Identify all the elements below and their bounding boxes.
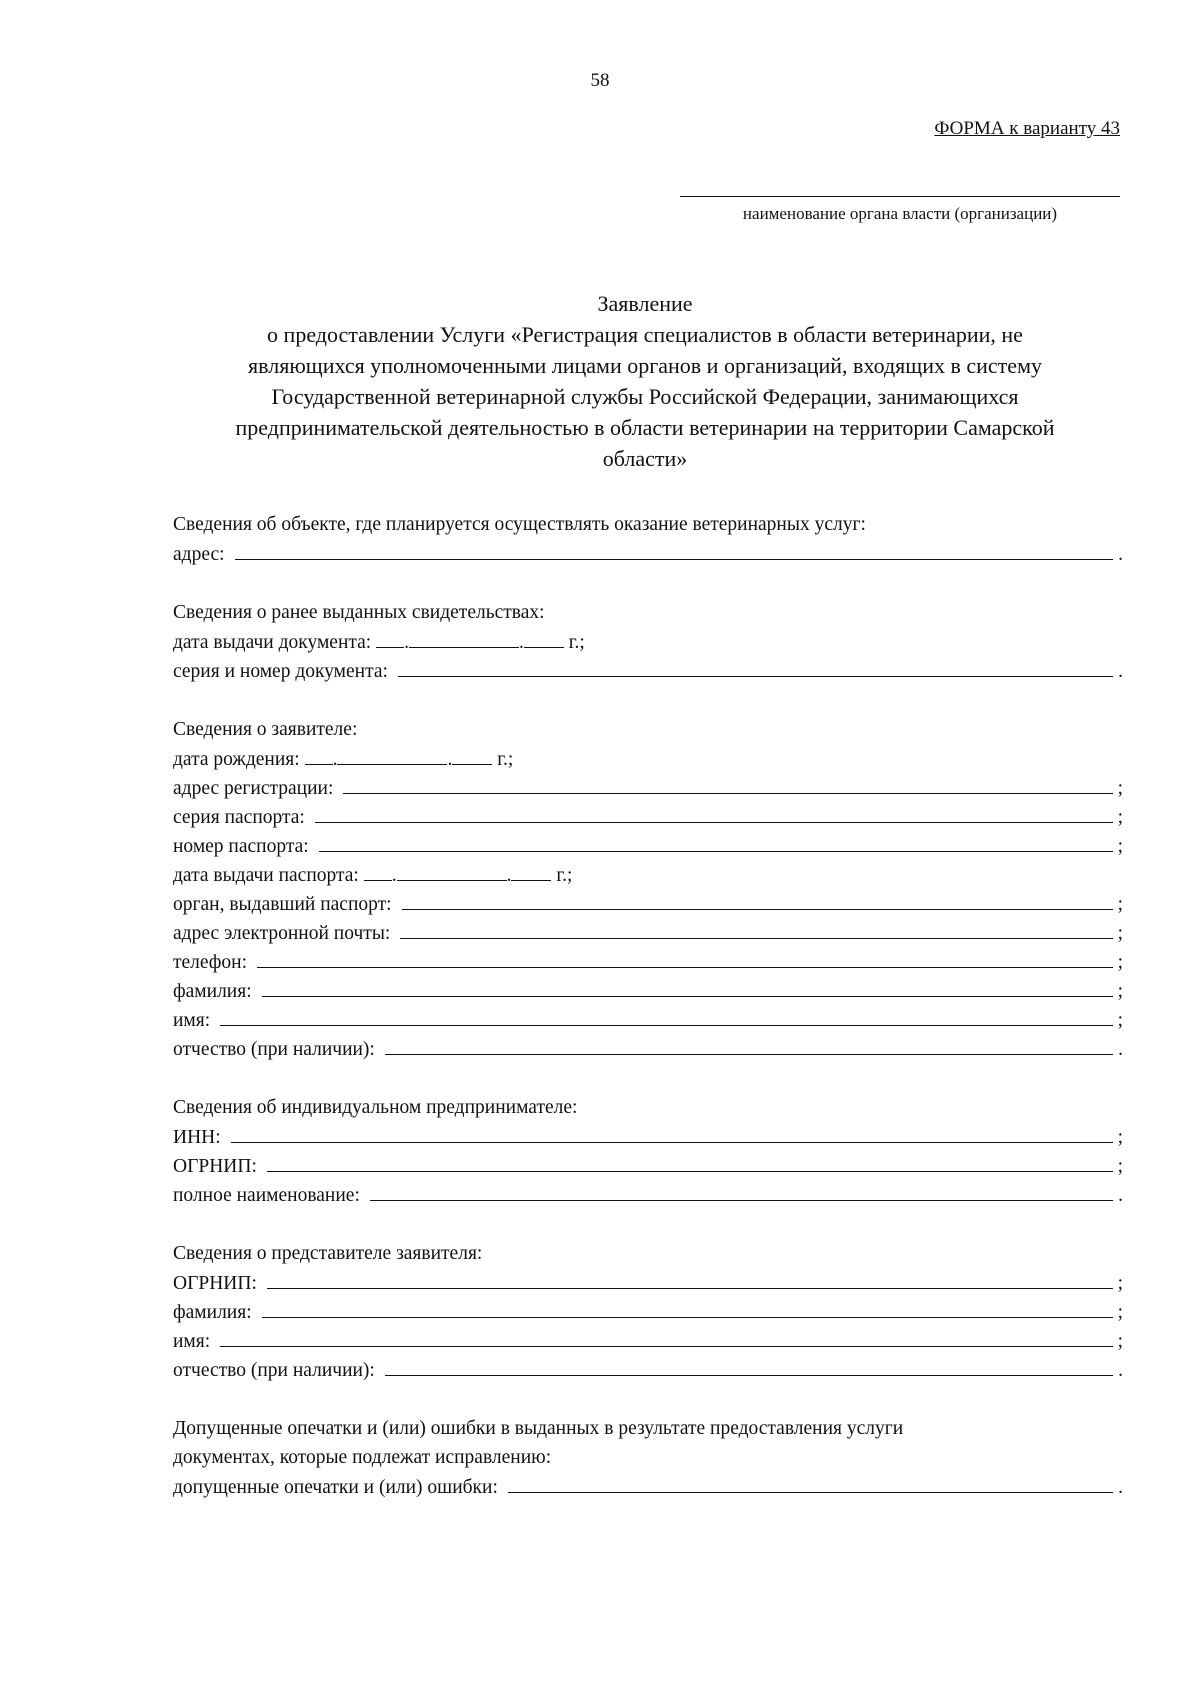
- passport-issue-date-row: [173, 860, 1123, 889]
- punctuation: .: [1118, 661, 1123, 682]
- date-separator: .: [332, 749, 338, 770]
- title-line: являющихся уполномоченными лицами органов и организаций, входящих в систему: [248, 353, 1042, 378]
- field-label: дата рождения:: [173, 749, 300, 770]
- phone-row: [173, 947, 1123, 976]
- surname-field[interactable]: [262, 976, 1113, 997]
- date-separator: .: [391, 865, 397, 886]
- month-field[interactable]: [409, 627, 519, 648]
- reg-address-row: [173, 773, 1123, 802]
- rep-surname-field[interactable]: [262, 1297, 1113, 1318]
- field-label: орган, выдавший паспорт:: [173, 894, 392, 915]
- reg-address-field[interactable]: [343, 773, 1113, 794]
- applicant-section: [173, 715, 1123, 1063]
- title-line: предпринимательской деятельностью в области ветеринарии на территории Самарской: [235, 415, 1055, 440]
- punctuation: ;: [1117, 894, 1123, 915]
- field-label: адрес:: [173, 544, 225, 565]
- page-number: 58: [590, 70, 610, 91]
- rep-patronymic-row: [173, 1355, 1123, 1384]
- month-field[interactable]: [397, 860, 507, 881]
- passport-series-field[interactable]: [315, 802, 1113, 823]
- authority-caption: наименование органа власти (организации): [742, 204, 1058, 223]
- entrepreneur-section: [173, 1093, 1123, 1209]
- name-row: [173, 1005, 1123, 1034]
- patronymic-row: [173, 1034, 1123, 1063]
- object-info-section: [173, 510, 1123, 568]
- section-heading: документах, которые подлежат исправлению:: [173, 1447, 552, 1468]
- title-line: Государственной ветеринарной службы Российской Федерации, занимающихся: [271, 384, 1019, 409]
- punctuation: .: [1118, 1360, 1123, 1381]
- year-suffix: г.;: [497, 749, 514, 770]
- punctuation: .: [1118, 1185, 1123, 1206]
- passport-number-field[interactable]: [319, 831, 1113, 852]
- punctuation: .: [1118, 544, 1123, 565]
- full-name-field[interactable]: [370, 1180, 1113, 1201]
- title-line: области»: [602, 446, 688, 471]
- punctuation: ;: [1117, 778, 1123, 799]
- birth-date-row: [173, 744, 1123, 773]
- phone-field[interactable]: [257, 947, 1113, 968]
- punctuation: .: [1118, 1039, 1123, 1060]
- day-field[interactable]: [305, 744, 333, 765]
- errors-row: [173, 1472, 1123, 1501]
- punctuation: ;: [1117, 807, 1123, 828]
- rep-surname-row: [173, 1297, 1123, 1326]
- email-field[interactable]: [400, 918, 1113, 939]
- date-separator: .: [506, 865, 512, 886]
- year-suffix: г.;: [556, 865, 573, 886]
- rep-patronymic-field[interactable]: [385, 1355, 1113, 1376]
- rep-ogrnip-field[interactable]: [267, 1268, 1113, 1289]
- day-field[interactable]: [364, 860, 392, 881]
- year-suffix: г.;: [568, 632, 585, 653]
- certificate-series-row: [173, 656, 1123, 685]
- document-title: [180, 288, 1110, 474]
- field-label: дата выдачи документа:: [173, 632, 372, 653]
- passport-issuer-field[interactable]: [402, 889, 1113, 910]
- object-address-row: [173, 539, 1123, 568]
- year-field[interactable]: [452, 744, 492, 765]
- section-heading: Сведения о заявителе:: [173, 719, 358, 740]
- day-field[interactable]: [376, 627, 404, 648]
- field-label: допущенные опечатки и (или) ошибки:: [173, 1477, 498, 1498]
- field-label: ИНН:: [173, 1127, 221, 1148]
- field-label: имя:: [173, 1331, 211, 1352]
- title-heading: Заявление: [597, 291, 693, 316]
- rep-ogrnip-row: [173, 1268, 1123, 1297]
- date-separator: .: [518, 632, 524, 653]
- field-label: фамилия:: [173, 1302, 252, 1323]
- rep-name-field[interactable]: [220, 1326, 1113, 1347]
- surname-row: [173, 976, 1123, 1005]
- field-label: ОГРНИП:: [173, 1156, 257, 1177]
- punctuation: ;: [1117, 923, 1123, 944]
- passport-number-row: [173, 831, 1123, 860]
- authority-name-field[interactable]: [680, 196, 1120, 197]
- field-label: серия и номер документа:: [173, 661, 388, 682]
- passport-issuer-row: [173, 889, 1123, 918]
- errors-field[interactable]: [508, 1472, 1113, 1493]
- field-label: отчество (при наличии):: [173, 1360, 375, 1381]
- section-heading: Сведения об индивидуальном предпринимателе:: [173, 1097, 578, 1118]
- section-heading: Сведения о представителе заявителя:: [173, 1243, 483, 1264]
- inn-row: [173, 1122, 1123, 1151]
- field-label: отчество (при наличии):: [173, 1039, 375, 1060]
- date-separator: .: [447, 749, 453, 770]
- certificates-section: [173, 598, 1123, 685]
- section-heading: Допущенные опечатки и (или) ошибки в выданных в результате предоставления услуги: [173, 1418, 904, 1439]
- inn-field[interactable]: [231, 1122, 1113, 1143]
- field-label: фамилия:: [173, 981, 252, 1002]
- punctuation: ;: [1117, 1273, 1123, 1294]
- date-separator: .: [404, 632, 409, 653]
- passport-series-row: [173, 802, 1123, 831]
- ogrnip-field[interactable]: [267, 1151, 1113, 1172]
- punctuation: ;: [1117, 1302, 1123, 1323]
- section-heading: Сведения о ранее выданных свидетельствах:: [173, 602, 545, 623]
- punctuation: ;: [1117, 1331, 1123, 1352]
- certificate-series-number-field[interactable]: [398, 656, 1113, 677]
- month-field[interactable]: [337, 744, 447, 765]
- field-label: полное наименование:: [173, 1185, 360, 1206]
- punctuation: ;: [1117, 1156, 1123, 1177]
- field-label: телефон:: [173, 952, 248, 973]
- representative-section: [173, 1239, 1123, 1384]
- name-field[interactable]: [220, 1005, 1113, 1026]
- year-field[interactable]: [511, 860, 551, 881]
- field-label: дата выдачи паспорта:: [173, 865, 359, 886]
- object-address-field[interactable]: [235, 539, 1113, 560]
- ogrnip-row: [173, 1151, 1123, 1180]
- punctuation: ;: [1117, 1010, 1123, 1031]
- patronymic-field[interactable]: [385, 1034, 1113, 1055]
- errors-section: [173, 1414, 1123, 1501]
- field-label: адрес регистрации:: [173, 778, 334, 799]
- field-label: ОГРНИП:: [173, 1273, 257, 1294]
- punctuation: ;: [1117, 1127, 1123, 1148]
- year-field[interactable]: [524, 627, 564, 648]
- form-reference: ФОРМА к варианту 43: [934, 118, 1120, 139]
- field-label: номер паспорта:: [173, 836, 309, 857]
- field-label: адрес электронной почты:: [173, 923, 391, 944]
- certificate-issue-date-row: [173, 627, 1123, 656]
- punctuation: ;: [1117, 981, 1123, 1002]
- punctuation: .: [1118, 1477, 1123, 1498]
- application-fields: [173, 510, 1123, 1531]
- section-heading: Сведения об объекте, где планируется осуществлять оказание ветеринарных услуг:: [173, 514, 866, 535]
- punctuation: ;: [1117, 836, 1123, 857]
- field-label: серия паспорта:: [173, 807, 305, 828]
- title-line: о предоставлении Услуги «Регистрация специалистов в области ветеринарии, не: [267, 322, 1023, 347]
- email-row: [173, 918, 1123, 947]
- rep-name-row: [173, 1326, 1123, 1355]
- full-name-row: [173, 1180, 1123, 1209]
- field-label: имя:: [173, 1010, 211, 1031]
- punctuation: ;: [1117, 952, 1123, 973]
